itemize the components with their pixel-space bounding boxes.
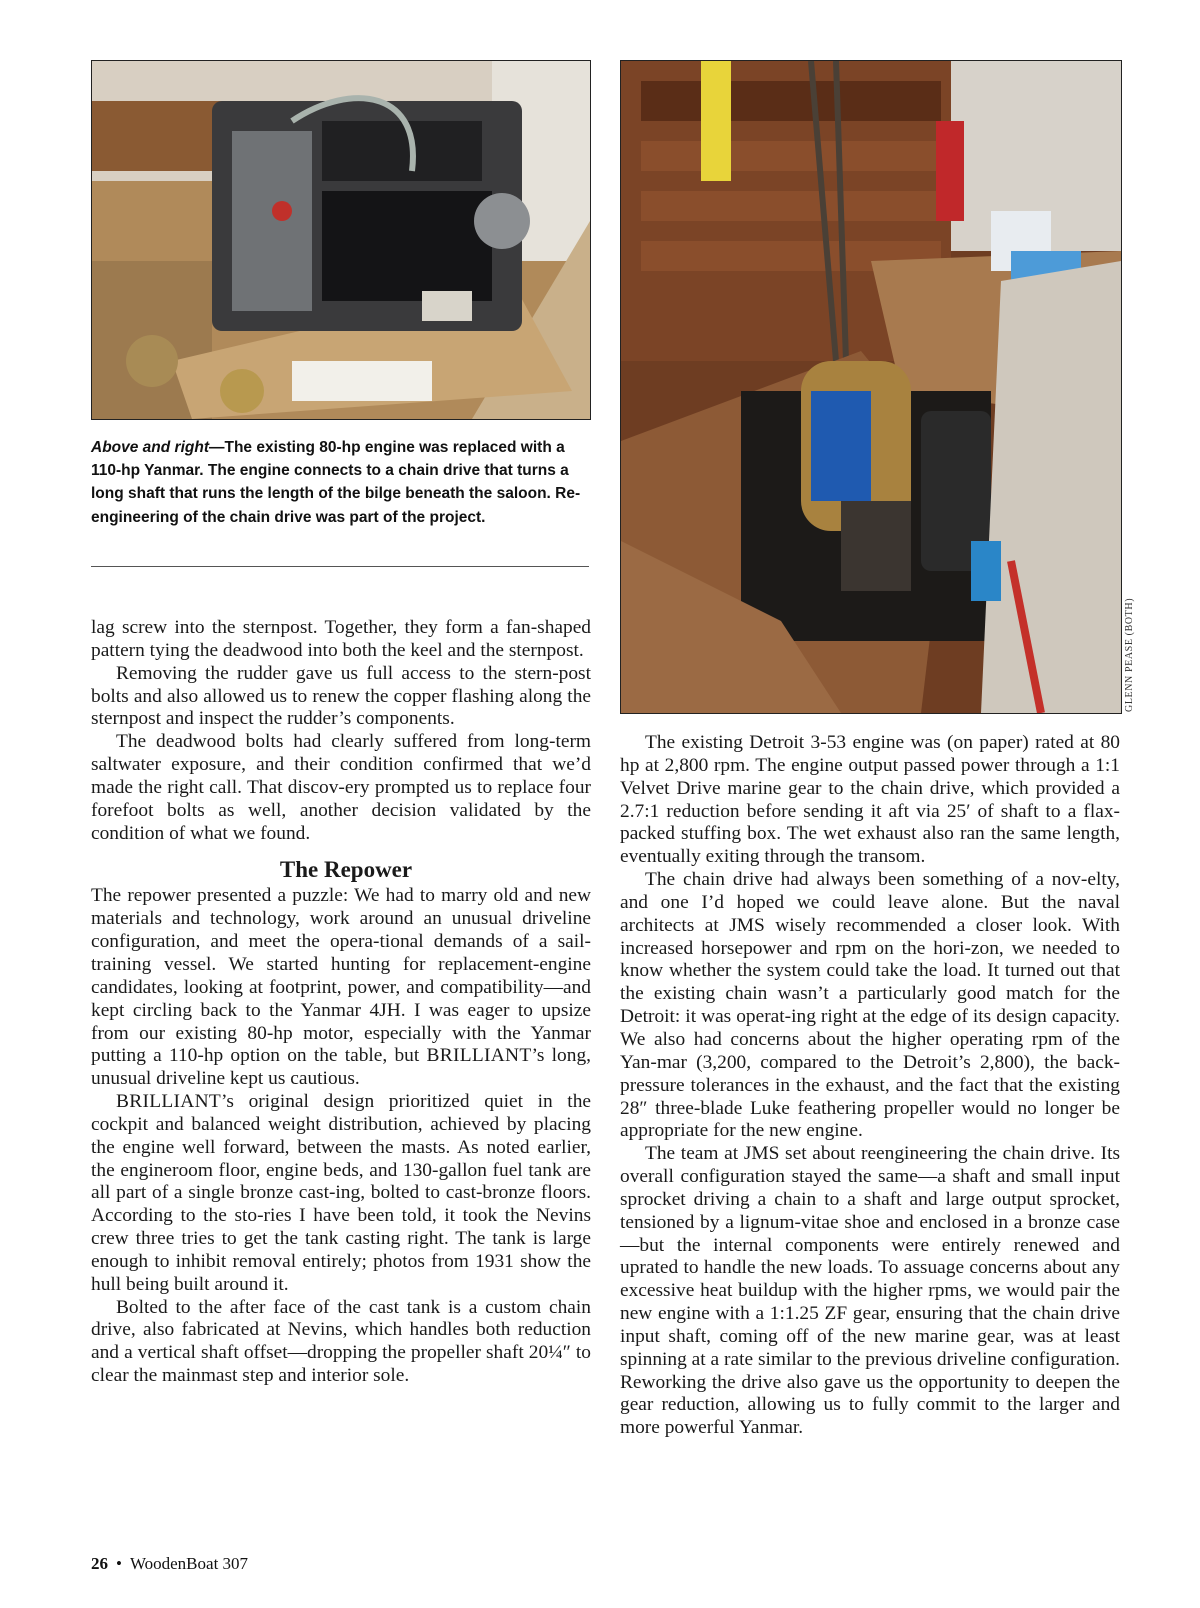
right-column — [620, 732, 1120, 1440]
paragraph-text: The repower presented a puzzle: We had to marry old and new materials and technology, work around an unusual driveline configuration, and meet the opera-tional demands of a sail-training vessel. We started hunting for replacement-engine candidates, looking at footprint, power, and compatibility—and kept circling back to the Yanmar 4JH. I was eager to upsize from our existing 80-hp motor, especially with the Yanmar putting a 110-hp option on the table, but — [91, 885, 591, 1067]
footer-separator: • — [116, 1554, 122, 1573]
caption-lead: Above and right — [91, 439, 209, 456]
paragraph: Bolted to the after face of the cast tank is a custom chain drive, also fabricated at Nevins, which handles both reduction and a vertical shaft offset—dropping the propeller shaft 20¼″ to clear the mainmast step and interior sole. — [91, 1296, 591, 1387]
photo-caption — [91, 436, 589, 529]
paragraph: The existing Detroit 3-53 engine was (on paper) rated at 80 hp at 2,800 rpm. The engine output passed power through a 1:1 Velvet Drive marine gear to the chain drive, which provided a 2.7:1 reduction before sending it aft via 25′ of shaft to a flax-packed stuffing box. The wet exhaust also ran the same length, eventually exiting through the transom. — [620, 732, 1120, 868]
section-heading: The Repower — [279, 857, 413, 883]
paragraph: The team at JMS set about reengineering the chain drive. Its overall configuration stayed the same—a shaft and small input sprocket driving a chain to a shaft and large output sprocket, tensioned by a lignum-vitae shoe and enclosed in a bronze case—but the internal components were entirely renewed and uprated to handle the new loads. To assuage concerns about any excessive heat buildup with the higher rpms, we would pair the new engine with a 1:1.25 ZF gear, ensuring that the chain drive input shaft, coming off of the new marine gear, was at least spinning at a rate similar to the previous driveline configuration. Reworking the drive also gave us the opportunity to deepen the gear reduction, allowing us to fully commit to the larger and more powerful Yanmar. — [620, 1143, 1120, 1439]
caption-divider — [91, 566, 589, 567]
page-footer — [91, 1554, 248, 1574]
boat-name: BRILLIANT — [426, 1045, 532, 1067]
paragraph — [91, 1091, 591, 1297]
photo-credit: GLENN PEASE (BOTH) — [1124, 597, 1135, 712]
paragraph-text: ’s long, unusual driveline kept us cautious. — [91, 1045, 591, 1090]
left-column — [91, 617, 591, 1388]
engine-photo — [91, 60, 591, 420]
paragraph — [91, 885, 591, 1091]
paragraph: The deadwood bolts had clearly suffered from long-term saltwater exposure, and their condition confirmed that we’d made the right call. That discov-ery prompted us to replace four forefoot bolts as well, another decision validated by the condition of what we found. — [91, 731, 591, 844]
paragraph: lag screw into the sternpost. Together, they form a fan-shaped pattern tying the deadwood into both the keel and the sternpost. — [91, 617, 591, 661]
paragraph: The chain drive had always been something of a nov-elty, and one I’d hoped we could leave alone. But the naval architects at JMS wisely recommended a closer look. With increased horsepower and rpm on the hori-zon, we needed to know whether the system could take the load. It turned out that the existing chain wasn’t a particularly good match for the Detroit: it was operat-ing right at the edge of its design capacity. We also had concerns about the higher operating rpm of the Yan-mar (3,200, compared to the Detroit’s 2,800), the back-pressure tolerances in the exhaust, and the fact that the existing 28″ three-blade Luke feathering propeller would no longer be appropriate for the new engine. — [620, 869, 1120, 1142]
paragraph: Removing the rudder gave us full access to the stern-post bolts and also allowed us to renew the copper flashing along the sternpost and inspect the rudder’s components. — [91, 662, 591, 730]
boat-name: BRILLIANT — [116, 1091, 222, 1113]
page-number: 26 — [91, 1554, 108, 1573]
chain-drive-photo — [620, 60, 1122, 714]
caption-text: —The existing 80-hp engine was replaced with a 110-hp Yanmar. The engine connects to a chain drive that turns a long shaft that runs the length of the bilge beneath the saloon. Re-engineering of the chain drive was part of the project. — [91, 439, 581, 526]
publication-name: WoodenBoat 307 — [129, 1554, 249, 1573]
paragraph-text: ’s original design prioritized quiet in the cockpit and balanced weight distribution, achieved by placing the engine well forward, between the masts. As noted earlier, the engineroom floor, engine beds, and 130-gallon fuel tank are all part of a single bronze cast-ing, bolted to cast-bronze floors. According to the sto-ries I have been told, it took the Nevins crew three tries to get the tank casting right. The tank is large enough to inhibit removal entirely; photos from 1931 show the hull being built around it. — [91, 1091, 591, 1295]
